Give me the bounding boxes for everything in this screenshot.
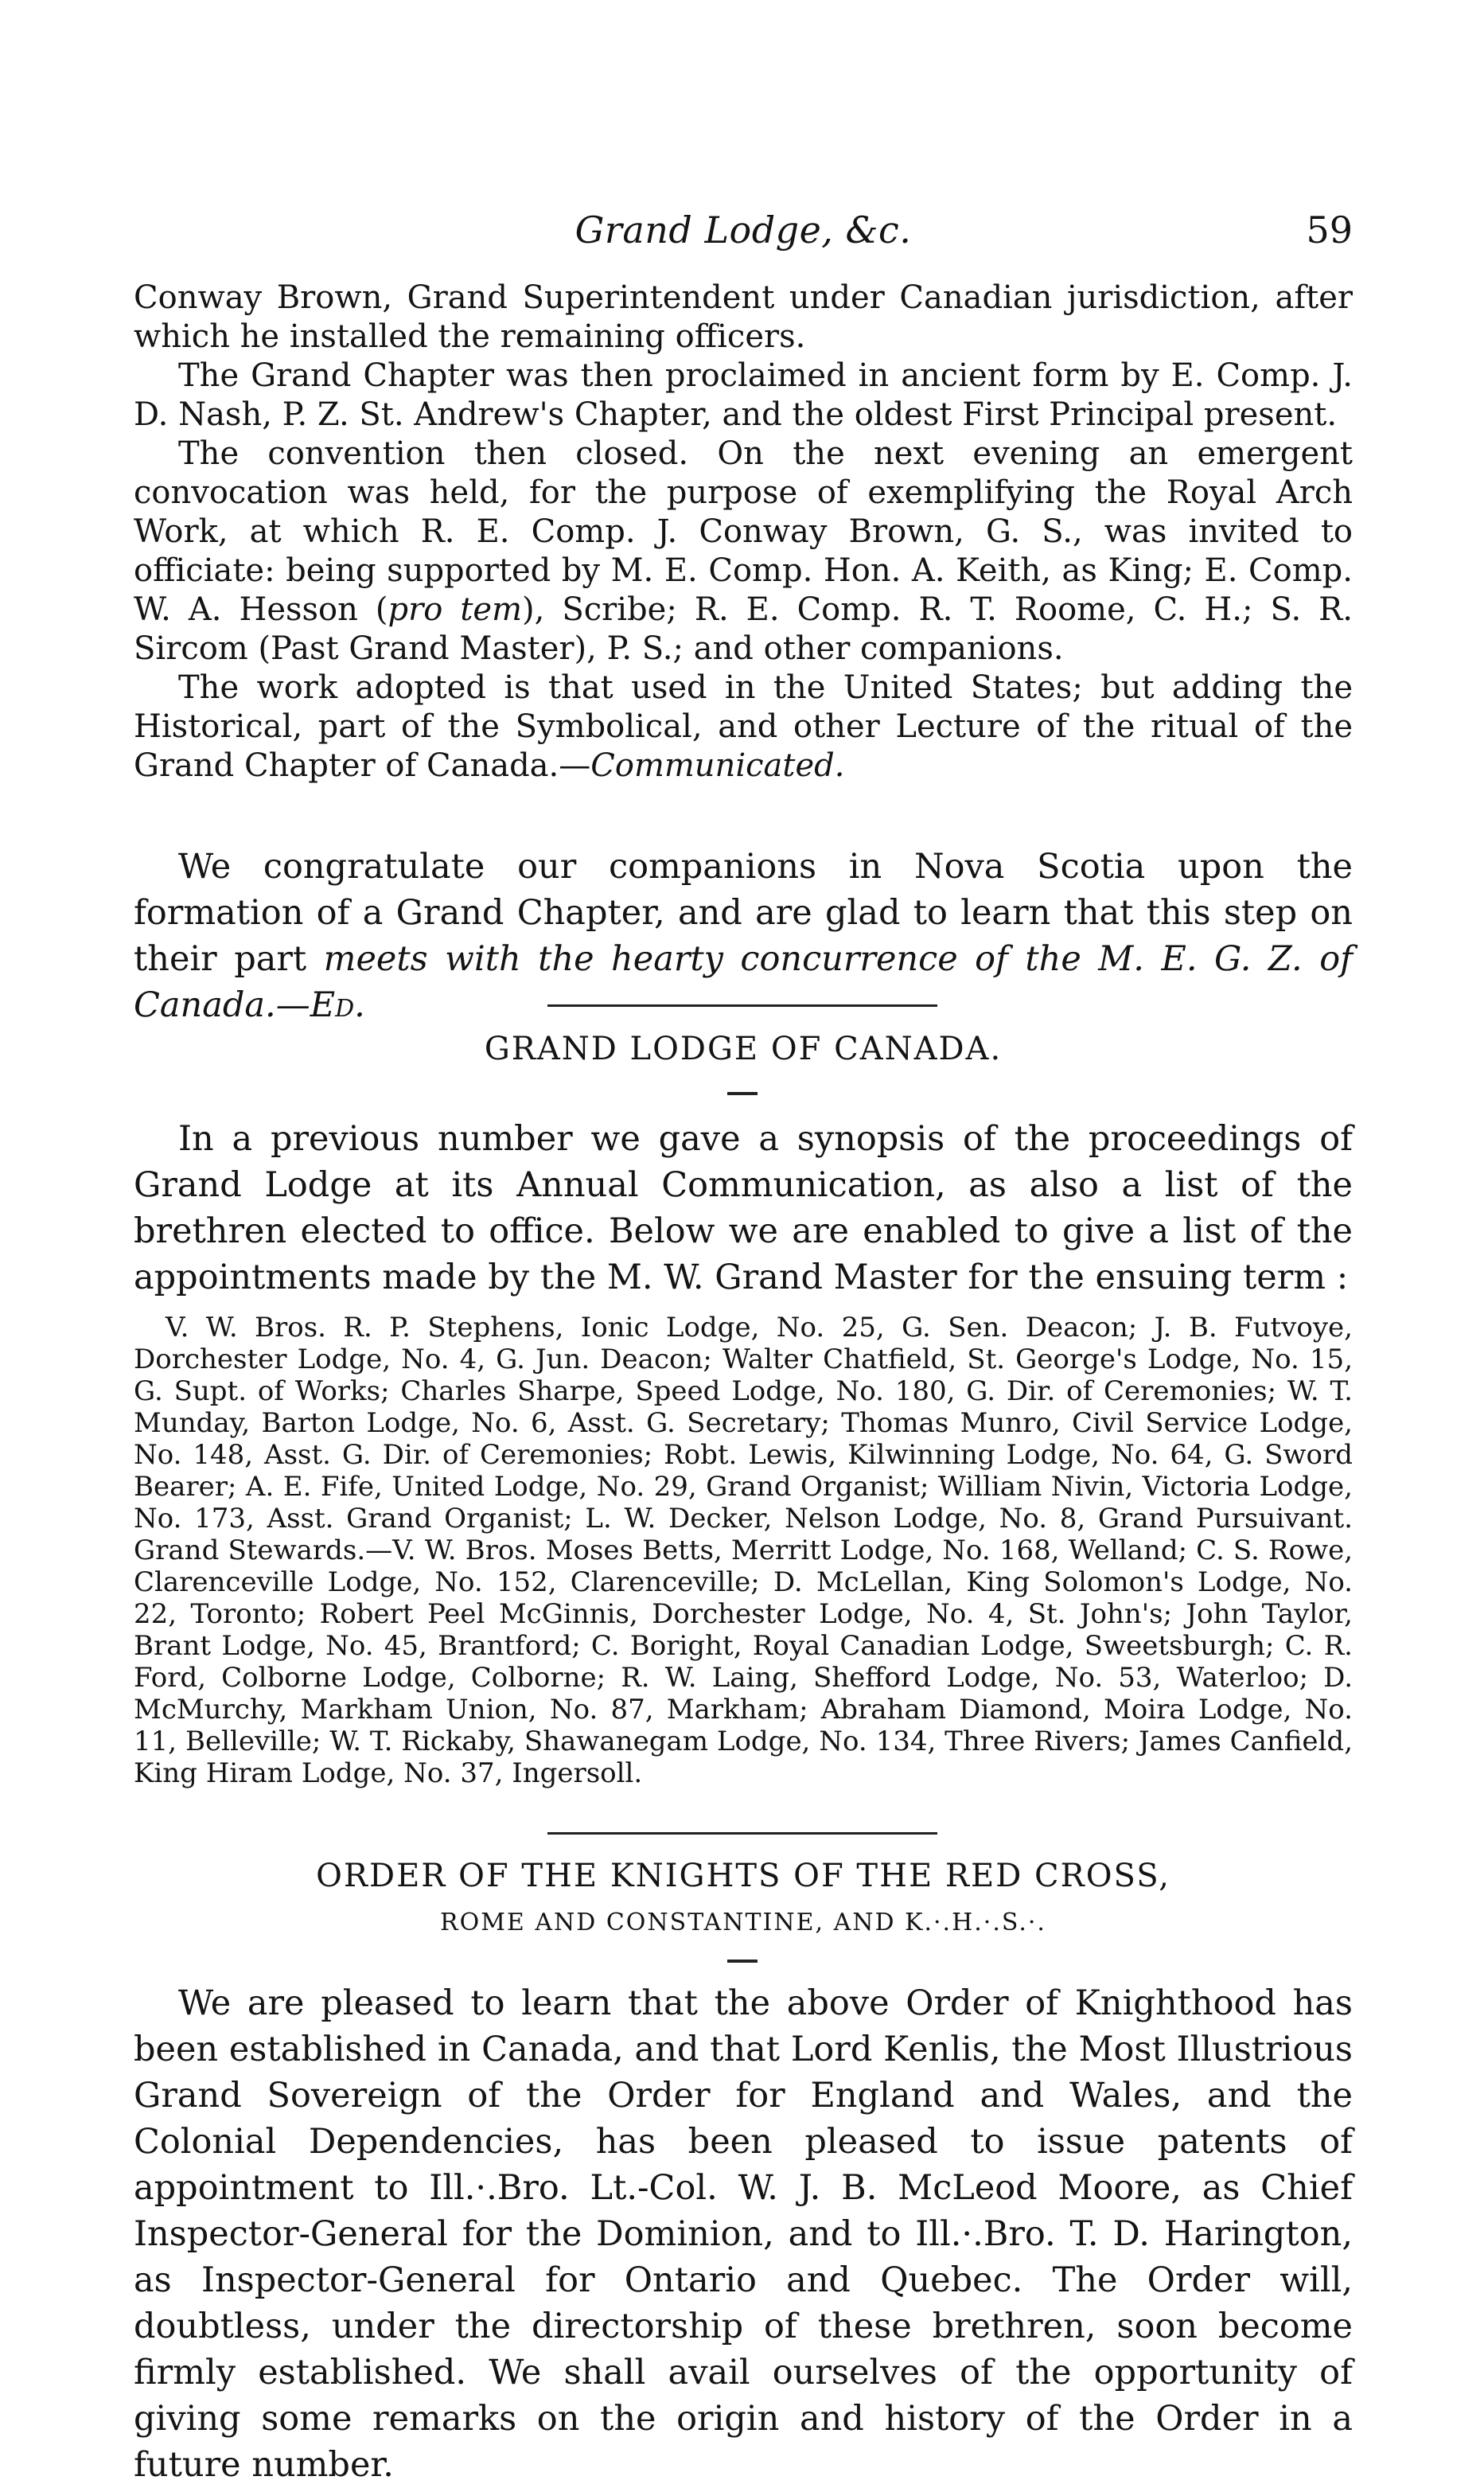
- paragraph-work-adopted: [134, 669, 1353, 786]
- paragraph-grand-lodge-intro: In a previous number we gave a synopsis of the proceedings of Grand Lodge at its Annual Communication, as also a list of the brethren elected to office. Below we are enabled to give a list of the appointments made by the M. W. Grand Master for the ensuing term :: [134, 1119, 1353, 1297]
- convocation-text-2: ), Scribe; R. E. Comp. R. T. Roome, C. H.; S. R. Sircom (Past Grand Master), P. S.; and other companions.: [134, 591, 1354, 667]
- section-heading-red-cross: ORDER OF THE KNIGHTS OF THE RED CROSS,: [316, 1858, 1170, 1894]
- convocation-pro-tem: pro tem: [388, 591, 523, 628]
- section-divider: [547, 1832, 937, 1835]
- appointments-list: [134, 1312, 1353, 1789]
- section-subheading-red-cross: ROME AND CONSTANTINE, AND K.·.H.·.S.·.: [440, 1909, 1046, 1936]
- paragraph-red-cross: We are pleased to learn that the above Order of Knighthood has been established in Canada, and that Lord Kenlis, the Most Illustrious Grand Sovereign of the Order for England and Wales, and the Colonial Dependencies, has been pleased to issue patents of appointment to Ill.·.Bro. Lt.-Col. W. J. B. McLeod Moore, as Chief Inspector-General for the Dominion, and to Ill.·.Bro. T. D. Harington, as Inspector-General for Ontario and Quebec. The Order will, doubtless, under the directorship of these brethren, soon become firmly established. We shall avail ourselves of the opportunity of giving some remarks on the origin and history of the Order in a future number.: [134, 1983, 1353, 2485]
- paragraph-continuation: Conway Brown, Grand Superintendent under Canadian jurisdiction, after which he installed the remaining officers.: [134, 279, 1353, 355]
- editor-note: [134, 844, 1353, 1028]
- communicated-note: Communicated.: [590, 747, 845, 784]
- heading-dash: [727, 1960, 758, 1963]
- chapter-report: [134, 279, 1353, 786]
- section-divider: [547, 1004, 937, 1007]
- paragraph-proclamation: The Grand Chapter was then proclaimed in ancient form by E. Comp. J. D. Nash, P. Z. St. Andrew's Chapter, and the oldest First Principal present.: [134, 357, 1353, 433]
- work-adopted-text: The work adopted is that used in the United States; but adding the Historical, part of the Symbolical, and other Lecture of the ritual of the Grand Chapter of Canada.—: [134, 669, 1353, 784]
- paragraph-editor-note: [134, 844, 1353, 1028]
- page-header: [134, 209, 1353, 264]
- convocation-text-1: The convention then closed. On the next evening an emergent convocation was held, for the purpose of exemplifying the Royal Arch Work, at which R. E. Comp. J. Conway Brown, G. S., was invited to officiate: being supported by M. E. Comp. Hon. A. Keith, as King; E. Comp. W. A. Hesson (: [134, 435, 1353, 628]
- editor-signature: —Ed.: [275, 985, 365, 1025]
- section-heading-grand-lodge: GRAND LODGE OF CANADA.: [484, 1031, 1003, 1067]
- editor-note-italic: meets with the hearty concurrence of the M. E. G. Z. of Canada.: [134, 939, 1353, 1025]
- red-cross-body: [134, 1980, 1353, 2488]
- paragraph-appointments: V. W. Bros. R. P. Stephens, Ionic Lodge, No. 25, G. Sen. Deacon; J. B. Futvoye, Dorchester Lodge, No. 4, G. Jun. Deacon; Walter Chatfield, St. George's Lodge, No. 15, G. Supt. of Works; Charles Sharpe, Speed Lodge, No. 180, G. Dir. of Ceremonies; W. T. Munday, Barton Lodge, No. 6, Asst. G. Secretary; Thomas Munro, Civil Service Lodge, No. 148, Asst. G. Dir. of Ceremonies; Robt. Lewis, Kilwinning Lodge, No. 64, G. Sword Bearer; A. E. Fife, United Lodge, No. 29, Grand Organist; William Nivin, Victoria Lodge, No. 173, Asst. Grand Organist; L. W. Decker, Nelson Lodge, No. 8, Grand Pursuivant. Grand Stewards.—V. W. Bros. Moses Betts, Merritt Lodge, No. 168, Welland; C. S. Rowe, Clarenceville Lodge, No. 152, Clarenceville; D. McLellan, King Solomon's Lodge, No. 22, Toronto; Robert Peel McGinnis, Dorchester Lodge, No. 4, St. John's; John Taylor, Brant Lodge, No. 45, Brantford; C. Boright, Royal Canadian Lodge, Sweetsburgh; C. R. Ford, Colborne Lodge, Colborne; R. W. Laing, Shefford Lodge, No. 53, Waterloo; D. McMurchy, Markham Union, No. 87, Markham; Abraham Diamond, Moira Lodge, No. 11, Belleville; W. T. Rickaby, Shawanegam Lodge, No. 134, Three Rivers; James Canfield, King Hiram Lodge, No. 37, Ingersoll.: [134, 1312, 1353, 1789]
- running-title: Grand Lodge, &c.: [575, 209, 912, 252]
- page-number: 59: [1306, 209, 1353, 252]
- editor-note-text: We congratulate our companions in Nova Scotia upon the formation of a Grand Chapter, and are glad to learn that this step on their part: [134, 847, 1353, 979]
- paragraph-convocation: [134, 435, 1353, 669]
- grand-lodge-intro: [134, 1116, 1353, 1301]
- heading-dash: [727, 1092, 758, 1095]
